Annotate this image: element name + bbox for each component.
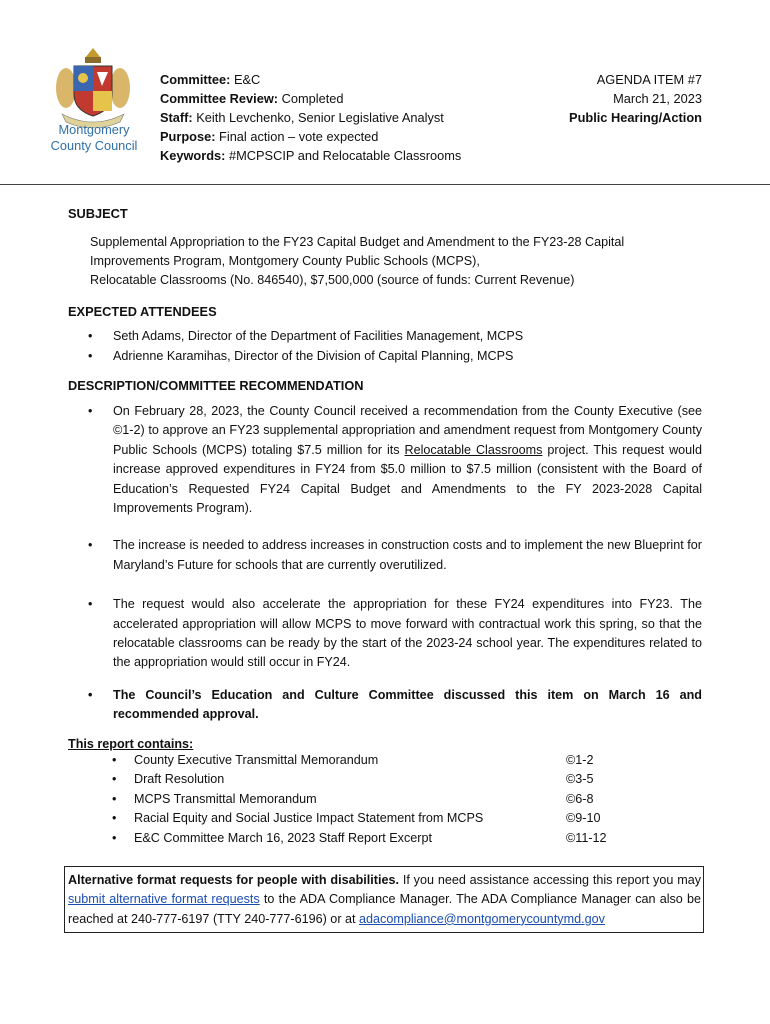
- purpose-label: Purpose:: [160, 129, 216, 144]
- review-label: Committee Review:: [160, 91, 279, 106]
- subject-heading: SUBJECT: [68, 206, 128, 221]
- alternative-format-notice: [64, 866, 704, 933]
- subject-text: [90, 233, 702, 290]
- meeting-meta: [160, 70, 461, 165]
- report-contents-list: [68, 751, 702, 849]
- agenda-type: Public Hearing/Action: [569, 110, 702, 125]
- description-paragraph-2: • The increase is needed to address increases in construction costs and to implement the new Blueprint for Maryland’s Future for schools that are currently overutilized.: [68, 536, 702, 575]
- org-name: [40, 122, 148, 154]
- header-divider: [0, 184, 770, 185]
- relocatable-classrooms-link: Relocatable Classrooms: [404, 442, 543, 457]
- committee-label: Committee:: [160, 72, 231, 87]
- alt-format-request-link[interactable]: submit alternative format requests: [68, 892, 260, 907]
- description-heading: DESCRIPTION/COMMITTEE RECOMMENDATION: [68, 378, 364, 393]
- attendees-list: [68, 327, 702, 366]
- report-item: • Draft Resolution ©3-5: [112, 772, 594, 787]
- description-paragraph-1: • On February 28, 2023, the County Council received a recommendation from the County Executive (see ©1-2) to approve an FY23 supplemental appropriation and amendment request from Montgomery County Public Schools (MCPS) totaling $7.5 million for its Relocatable Classrooms project. This request would increase approved expenditures in FY24 from $5.0 million to $7.5 million (consistent with the Board of Education’s Requested FY24 Capital Budget and Amendments to the FY 2023-2028 Capital Improvements Program).: [68, 402, 702, 518]
- county-seal-logo: [52, 44, 134, 128]
- purpose-value: Final action – vote expected: [219, 129, 379, 144]
- document-body: [68, 206, 702, 849]
- subject-line-3: Relocatable Classrooms (No. 846540), $7,500,000 (source of funds: Current Revenue): [90, 273, 575, 287]
- report-contents-heading: This report contains:: [68, 736, 194, 751]
- committee-value: E&C: [233, 72, 261, 87]
- description-list: [68, 402, 702, 725]
- subject-line-2: Improvements Program, Montgomery County Public Schools (MCPS),: [90, 254, 480, 268]
- report-item: • Racial Equity and Social Justice Impact Statement from MCPS ©9-10: [112, 811, 601, 826]
- keywords-value: #MCPSCIP and Relocatable Classrooms: [228, 148, 462, 163]
- org-name-line1: Montgomery: [58, 122, 130, 137]
- staff-label: Staff:: [160, 110, 193, 125]
- alt-text-2: to the ADA Compliance Manager. The ADA Compliance Manager can also be reached at 240-777-6197 (TTY 240-777-6196) or at: [68, 892, 702, 926]
- alt-text-1: If you need assistance accessing this report you may: [398, 873, 701, 887]
- subject-line-1: Supplemental Appropriation to the FY23 Capital Budget and Amendment to the FY23-28 Capital: [90, 235, 625, 249]
- report-item: • County Executive Transmittal Memorandum ©1-2: [112, 752, 594, 767]
- report-item: • E&C Committee March 16, 2023 Staff Report Excerpt ©11-12: [112, 831, 607, 846]
- review-value: Completed: [281, 91, 344, 106]
- attendees-heading: EXPECTED ATTENDEES: [68, 304, 217, 319]
- list-item: • Seth Adams, Director of the Department of Facilities Management, MCPS: [68, 327, 702, 347]
- agenda-date: March 21, 2023: [613, 91, 702, 106]
- agenda-item: AGENDA ITEM #7: [596, 72, 702, 87]
- staff-value: Keith Levchenko, Senior Legislative Analyst: [196, 110, 444, 125]
- description-paragraph-3: • The request would also accelerate the appropriation for these FY24 expenditures into FY23. The accelerated appropriation will allow MCPS to move forward with contractual work this spring, so that the relocatable classrooms can be ready by the start of the 2023-24 school year. The expenditures related to the appropriation would still occur in FY24.: [68, 595, 702, 673]
- report-item: • MCPS Transmittal Memorandum ©6-8: [112, 791, 594, 806]
- alt-format-bold: Alternative format requests for people with disabilities.: [68, 873, 399, 887]
- list-item: • Adrienne Karamihas, Director of the Division of Capital Planning, MCPS: [68, 347, 702, 367]
- keywords-label: Keywords:: [160, 148, 226, 163]
- description-paragraph-4: • The Council’s Education and Culture Committee discussed this item on March 16 and recommended approval.: [68, 686, 702, 725]
- agenda-info: [569, 70, 702, 127]
- org-name-line2: County Council: [50, 138, 138, 153]
- ada-email-link[interactable]: adacompliance@montgomerycountymd.gov: [359, 911, 605, 926]
